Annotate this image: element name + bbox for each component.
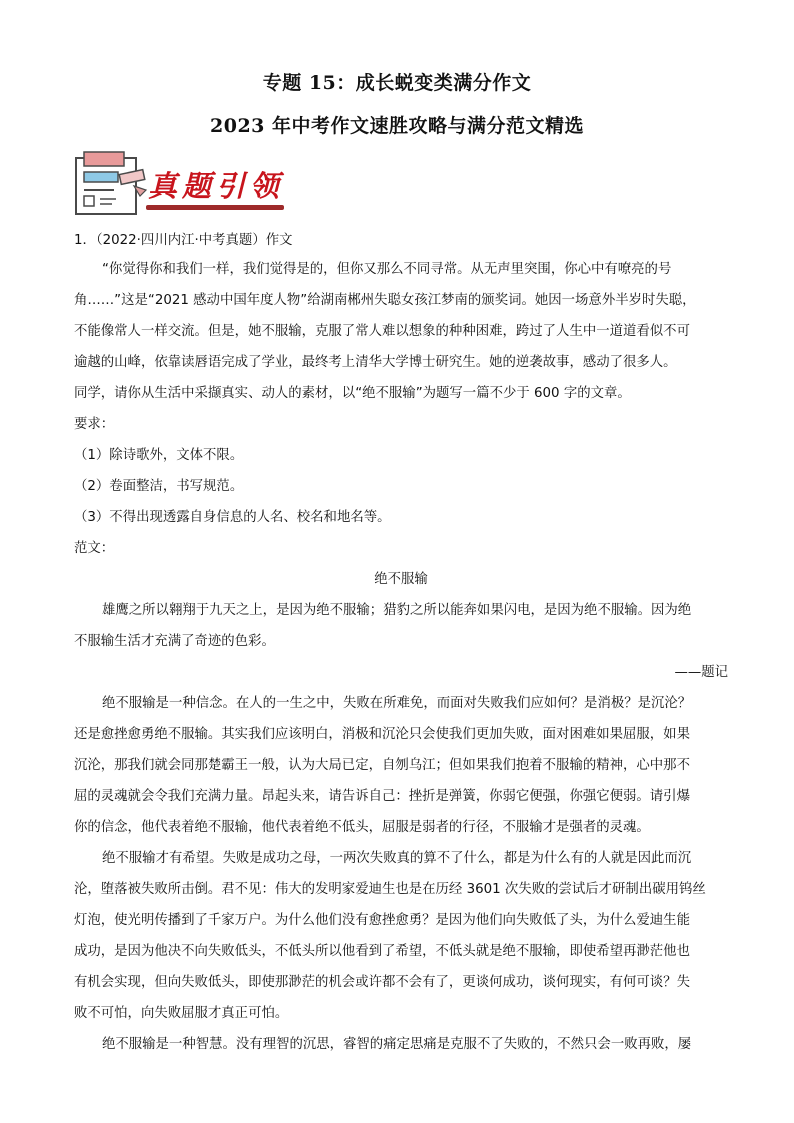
requirements-label: 要求： bbox=[74, 417, 115, 432]
essay-label: 范文： bbox=[74, 541, 115, 556]
epigraph-sign: ——题记 bbox=[674, 665, 728, 680]
paragraph-line: 灯泡，使光明传播到了千家万户。为什么他们没有愈挫愈勇？是因为他们向失败低了头，为什么爱迪生能 bbox=[74, 913, 690, 928]
paragraph-line: 你的信念，他代表着绝不服输，他代表着绝不低头，屈服是弱者的行径，不服输才是强者的灵魂。 bbox=[74, 820, 650, 835]
epigraph-line: 雄鹰之所以翱翔于九天之上，是因为绝不服输；猎豹之所以能奔如果闪电，是因为绝不服输。因为绝 bbox=[102, 603, 692, 618]
essay-title: 绝不服输 bbox=[374, 572, 428, 587]
prompt-line: 逾越的山峰，依靠读唇语完成了学业，最终考上清华大学博士研究生。她的逆袭故事，感动了很多人。 bbox=[74, 355, 677, 370]
question-source: 1．（2022·四川内江·中考真题）作文 bbox=[74, 233, 293, 248]
paragraph-line: 绝不服输是一种信念。在人的一生之中，失败在所难免，而面对失败我们应如何？是消极？是沉沦？ bbox=[102, 696, 692, 711]
document-title: 专题 15：成长蜕变类满分作文 bbox=[262, 72, 532, 94]
prompt-line: 角……”这是“2021 感动中国年度人物”给湖南郴州失聪女孩江梦南的颁奖词。她因一场意外半岁时失聪， bbox=[74, 293, 696, 308]
banner-underline bbox=[146, 205, 284, 210]
paragraph-line: 沉沦，那我们就会同那楚霸王一般，认为大局已定，自刎乌江；但如果我们抱着不服输的精神，心中那不 bbox=[74, 758, 690, 773]
document-subtitle: 2023 年中考作文速胜攻略与满分范文精选 bbox=[210, 115, 584, 137]
requirement-item: （1）除诗歌外，文体不限。 bbox=[74, 448, 244, 463]
paragraph-line: 绝不服输是一种智慧。没有理智的沉思，睿智的痛定思痛是克服不了失败的，不然只会一败再败，屡 bbox=[102, 1037, 692, 1052]
prompt-line: “你觉得你和我们一样，我们觉得是的，但你又那么不同寻常。从无声里突围，你心中有嘹亮的号 bbox=[102, 262, 672, 277]
epigraph-line: 不服输生活才充满了奇迹的色彩。 bbox=[74, 634, 275, 649]
paragraph-line: 还是愈挫愈勇绝不服输。其实我们应该明白，消极和沉沦只会使我们更加失败，面对困难如果屈服，如果 bbox=[74, 727, 690, 742]
prompt-line: 不能像常人一样交流。但是，她不服输，克服了常人难以想象的种种困难，跨过了人生中一道道看似不可 bbox=[74, 324, 690, 339]
document-body bbox=[74, 228, 728, 1060]
paragraph-line: 屈的灵魂就会令我们充满力量。昂起头来，请告诉自己：挫折是弹簧，你弱它便强，你强它便弱。请引爆 bbox=[74, 789, 690, 804]
requirement-item: （3）不得出现透露自身信息的人名、校名和地名等。 bbox=[74, 510, 391, 525]
requirement-item: （2）卷面整洁，书写规范。 bbox=[74, 479, 244, 494]
paragraph-line: 绝不服输才有希望。失败是成功之母，一两次失败真的算不了什么，都是为什么有的人就是因此而沉 bbox=[102, 851, 692, 866]
section-banner-label: 真题引领 bbox=[148, 169, 285, 203]
prompt-line: 同学，请你从生活中采撷真实、动人的素材，以“绝不服输”为题写一篇不少于 600 字的文章。 bbox=[74, 386, 631, 401]
paragraph-line: 成功，是因为他决不向失败低头，不低头所以他看到了希望，不低头就是绝不服输，即使希望再渺茫他也 bbox=[74, 944, 690, 959]
paragraph-line: 有机会实现，但向失败低头，即使那渺茫的机会或许都不会有了，更谈何成功，谈何现实，有何可谈？失 bbox=[74, 975, 690, 990]
paragraph-line: 败不可怕，向失败屈服才真正可怕。 bbox=[74, 1006, 289, 1021]
paragraph-line: 沦，堕落被失败所击倒。君不见：伟大的发明家爱迪生也是在历经 3601 次失败的尝试后才研制出碳用钨丝 bbox=[74, 882, 706, 897]
